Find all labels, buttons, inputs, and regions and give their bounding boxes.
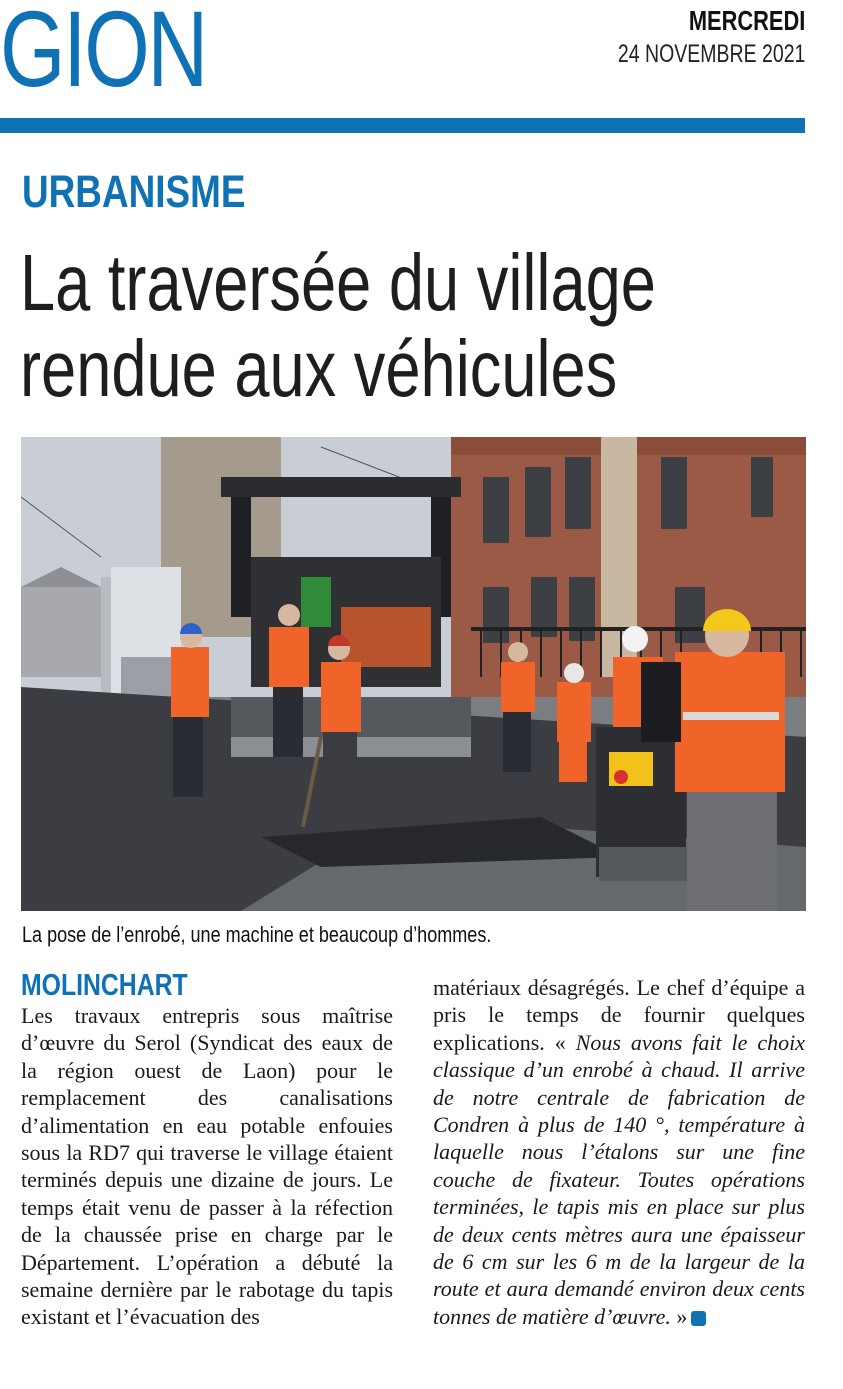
end-of-article-mark bbox=[691, 1311, 706, 1326]
article-photo bbox=[21, 437, 806, 911]
body-right-intro: matériaux désagrégés. Le chef d’équipe a pris le temps de fournir quelques explications. « bbox=[433, 975, 805, 1055]
body-paragraph-right bbox=[433, 974, 805, 1330]
body-column-left bbox=[21, 1002, 393, 1331]
publication-day: MERCREDI bbox=[688, 5, 805, 36]
headline-line-2: rendue aux véhicules bbox=[20, 324, 618, 413]
body-paragraph-left: Les travaux entrepris sous maîtrise d’œuvre du Serol (Syndicat des eaux de la région ouest de Laon) pour le remplacement des canalisations d’alimentation en eau potable enfouies sous la RD7 qui traverse le village étaient terminés depuis une dizaine de jours. Le temps était venu de passer à la réfection de la chaussée prise en charge par le Département. L’opération a débuté la semaine dernière par le rabotage du tapis existant et l’évacuation des bbox=[21, 1003, 393, 1330]
article-headline bbox=[20, 240, 656, 412]
section-title: GION bbox=[0, 0, 206, 109]
body-right-quote: Nous avons fait le choix classique d’un enrobé à chaud. Il arrive de notre centrale de fabrication de Condren à plus de 140 °, température à laquelle nous l’étalons sur une fine couche de fixateur. Toutes opérations terminées, le tapis mis en place sur plus de deux cents mètres aura une épaisseur de 6 cm sur les 6 m de la largeur de la route et aura demandé environ deux cents tonnes de matière d’œuvre. bbox=[433, 1029, 805, 1329]
photo-caption: La pose de l’enrobé, une machine et beaucoup d’hommes. bbox=[22, 922, 492, 947]
article-rubric: URBANISME bbox=[22, 166, 246, 217]
publication-date: 24 NOVEMBRE 2021 bbox=[617, 40, 805, 68]
body-column-right bbox=[433, 974, 805, 1330]
headline-line-1: La traversée du village bbox=[20, 238, 656, 327]
body-right-close: » bbox=[670, 1303, 688, 1329]
road-works-illustration bbox=[21, 437, 806, 911]
article-dateline: MOLINCHART bbox=[21, 967, 188, 1002]
header-rule bbox=[0, 118, 805, 133]
